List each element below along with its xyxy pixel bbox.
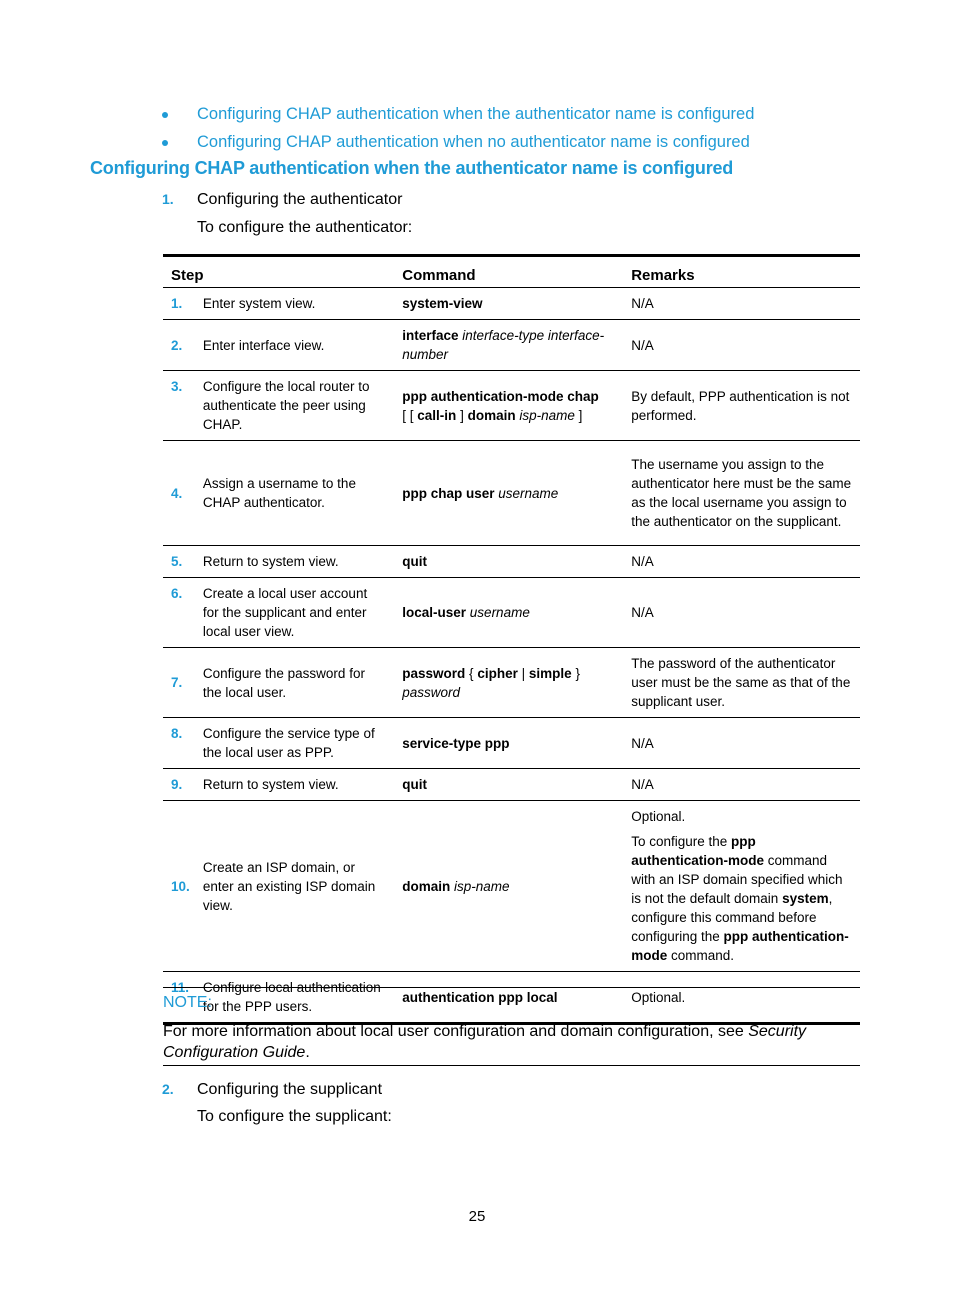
row-number: 8. xyxy=(171,726,183,741)
row-desc: Configure the local router to authenticate the peer using CHAP. xyxy=(195,371,394,441)
step-number: 2. xyxy=(162,1081,174,1097)
row-number: 10. xyxy=(171,878,190,894)
row-desc: Create an ISP domain, or enter an existing ISP domain view. xyxy=(195,801,394,972)
bullet-item[interactable] xyxy=(162,100,754,128)
row-remarks: N/A xyxy=(623,718,860,769)
table-row xyxy=(163,769,860,801)
table-header xyxy=(163,256,860,288)
bullet-link[interactable]: Configuring CHAP authentication when no authenticator name is configured xyxy=(197,132,750,151)
row-desc: Return to system view. xyxy=(195,546,394,578)
row-desc: Assign a username to the CHAP authenticator. xyxy=(195,441,394,546)
config-table xyxy=(163,254,860,1025)
table-row xyxy=(163,718,860,769)
row-command: authentication ppp local xyxy=(402,989,558,1005)
note-box xyxy=(163,987,860,1066)
header-command: Command xyxy=(394,256,623,288)
step-2-title xyxy=(162,1081,382,1099)
row-command: password { cipher | simple } password xyxy=(394,648,623,718)
row-remarks xyxy=(623,801,860,972)
row-number: 6. xyxy=(171,586,183,601)
row-remarks: The username you assign to the authenticator here must be the same as the local username you assign to the authenticator on the supplicant. xyxy=(623,441,860,546)
row-number: 1. xyxy=(171,296,183,311)
remark-detail: To configure the ppp authentication-mode command with an ISP domain specified which is not the default domain system, configure this command before configuring the ppp authentication-mode command. xyxy=(631,834,849,963)
table-row xyxy=(163,578,860,648)
note-reference: Security Configuration Guide xyxy=(163,1023,807,1061)
bullet-link[interactable]: Configuring CHAP authentication when the authenticator name is configured xyxy=(197,104,755,123)
row-command: service-type ppp xyxy=(394,718,623,769)
step-2-intro: To configure the supplicant: xyxy=(197,1108,392,1125)
step-title: Configuring the authenticator xyxy=(197,191,403,208)
row-command: system-view xyxy=(394,288,623,320)
bullet-item[interactable] xyxy=(162,128,754,156)
row-desc: Return to system view. xyxy=(195,769,394,801)
table-row xyxy=(163,648,860,718)
row-number: 5. xyxy=(171,554,183,569)
table-row xyxy=(163,320,860,371)
row-number: 2. xyxy=(171,337,183,353)
row-desc: Enter interface view. xyxy=(195,320,394,371)
note-label: NOTE: xyxy=(163,994,212,1011)
row-command: quit xyxy=(394,546,623,578)
row-remarks: N/A xyxy=(623,769,860,801)
row-number: 7. xyxy=(171,675,183,690)
bullet-icon xyxy=(162,112,168,118)
row-remarks: N/A xyxy=(623,578,860,648)
row-command: ppp authentication-mode chap [ [ call-in ] domain isp-name ] xyxy=(394,371,623,441)
row-desc: Create a local user account for the supplicant and enter local user view. xyxy=(195,578,394,648)
step-number: 1. xyxy=(162,191,174,207)
row-remarks: N/A xyxy=(623,546,860,578)
row-command: quit xyxy=(394,769,623,801)
row-remarks: Optional. xyxy=(631,989,686,1005)
row-number: 3. xyxy=(171,379,183,394)
note-text: For more information about local user configuration and domain configuration, see Security Configuration Guide. xyxy=(163,1023,807,1061)
bullet-list xyxy=(162,100,754,156)
row-remarks: The password of the authenticator user must be the same as that of the supplicant user. xyxy=(623,648,860,718)
step-1-title xyxy=(162,191,402,209)
section-heading: Configuring CHAP authentication when the authenticator name is configured xyxy=(90,158,734,178)
row-command: ppp chap user username xyxy=(394,441,623,546)
bullet-icon xyxy=(162,140,168,146)
row-command: interface interface-type interface-number xyxy=(394,320,623,371)
table-row xyxy=(163,441,860,546)
row-desc: Configure the service type of the local user as PPP. xyxy=(195,718,394,769)
header-remarks: Remarks xyxy=(623,256,860,288)
row-remarks: N/A xyxy=(623,320,860,371)
row-remarks: By default, PPP authentication is not performed. xyxy=(623,371,860,441)
row-desc: Enter system view. xyxy=(195,288,394,320)
table-row xyxy=(163,546,860,578)
table-row xyxy=(163,371,860,441)
page-number: 25 xyxy=(468,1208,486,1225)
step-title: Configuring the supplicant xyxy=(197,1081,383,1098)
step-1-intro: To configure the authenticator: xyxy=(197,219,413,236)
row-number: 9. xyxy=(171,777,183,792)
row-desc: Configure the password for the local user. xyxy=(195,648,394,718)
row-command: domain isp-name xyxy=(394,801,623,972)
row-remarks: N/A xyxy=(623,288,860,320)
remark-optional: Optional. xyxy=(631,809,686,824)
row-command: local-user username xyxy=(394,578,623,648)
row-number: 11. xyxy=(171,980,190,995)
table-row xyxy=(163,288,860,320)
row-number: 4. xyxy=(171,485,183,501)
table-row xyxy=(163,801,860,972)
row-desc: Configure local authentication for the PPP users. xyxy=(202,980,381,1014)
header-step: Step xyxy=(163,256,394,288)
